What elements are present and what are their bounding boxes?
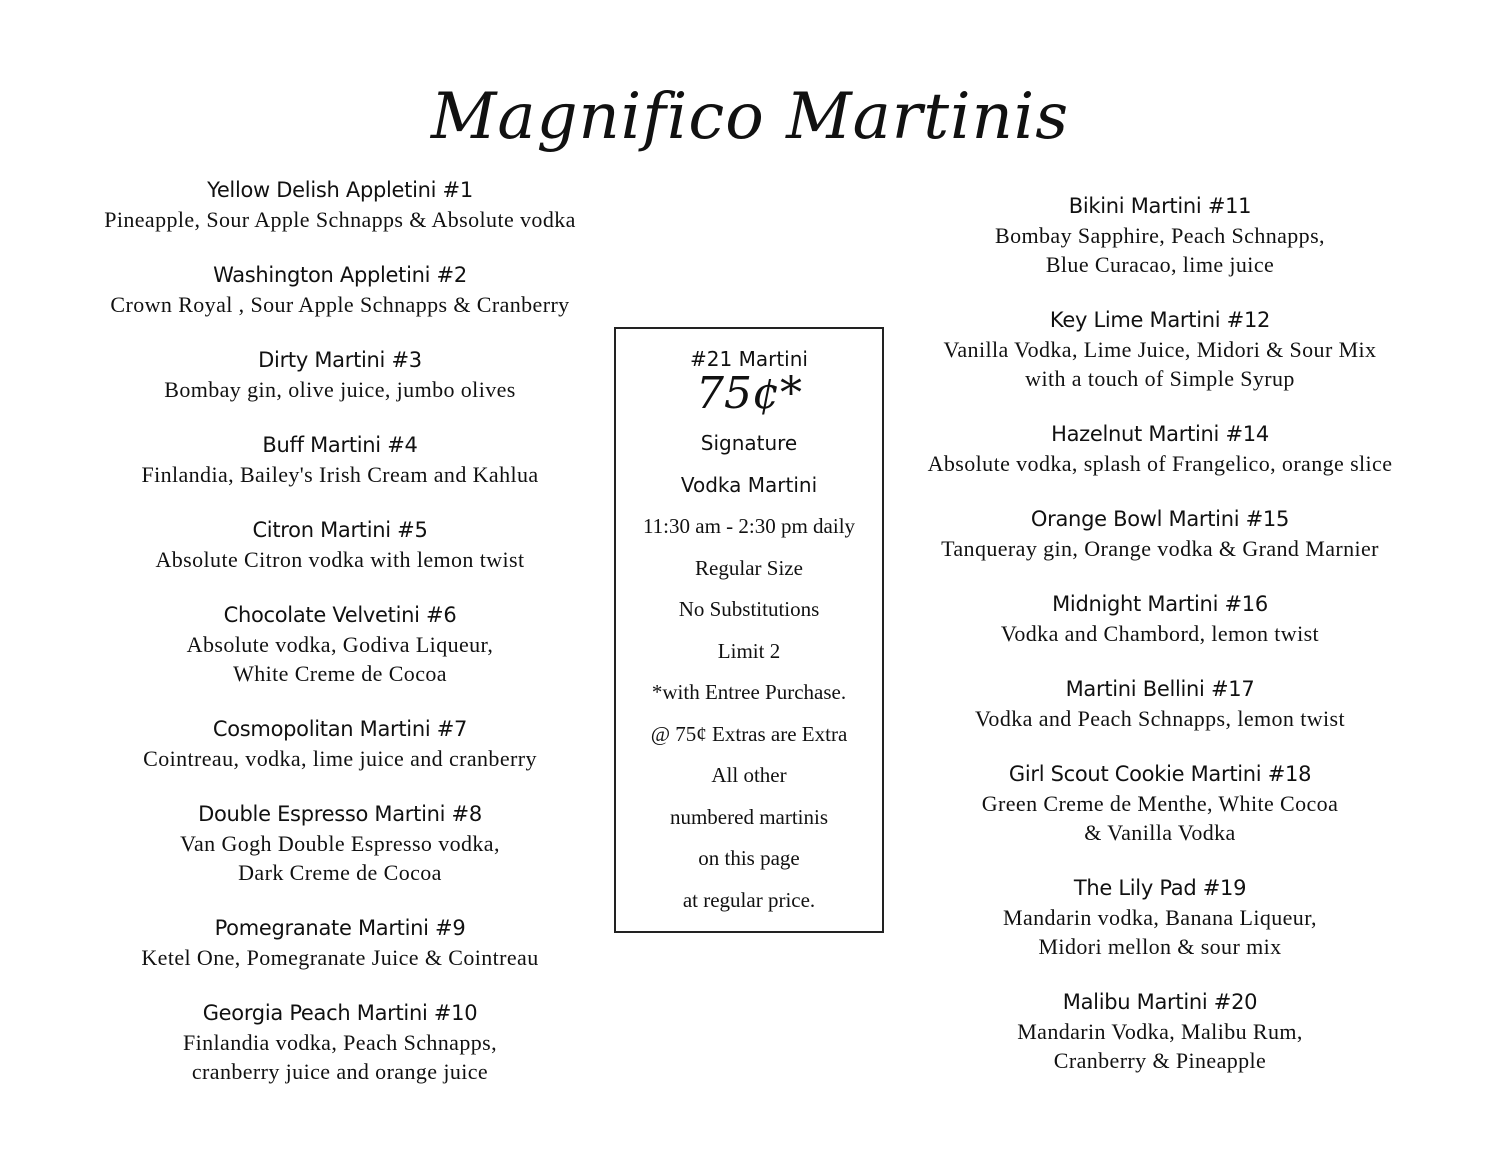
menu-item-name: Yellow Delish Appletini #1: [207, 178, 473, 202]
menu-item-description: Absolute Citron vodka with lemon twist: [155, 547, 525, 572]
special-detail-line: All other: [711, 763, 787, 787]
menu-item-name: Pomegranate Martini #9: [214, 916, 466, 940]
menu-item-description: Van Gogh Double Espresso vodka,: [180, 831, 500, 856]
menu-item-name: Girl Scout Cookie Martini #18: [1008, 762, 1312, 786]
menu-item-description: Tanqueray gin, Orange vodka & Grand Marnier: [941, 536, 1379, 561]
right-menu-column: [900, 192, 1420, 1102]
menu-item-description: Bombay gin, olive juice, jumbo olives: [164, 377, 516, 402]
special-name: #21 Martini: [690, 347, 808, 371]
menu-item-description: cranberry juice and orange juice: [191, 1059, 489, 1084]
menu-item-name: Orange Bowl Martini #15: [1030, 507, 1290, 531]
menu-item-name: Georgia Peach Martini #10: [202, 1001, 478, 1025]
menu-item-name: Key Lime Martini #12: [1049, 308, 1271, 332]
menu-item-description: Finlandia, Bailey's Irish Cream and Kahlua: [141, 462, 539, 487]
menu-item-description: Vodka and Chambord, lemon twist: [1000, 621, 1320, 646]
special-detail-line: at regular price.: [682, 887, 816, 912]
menu-item-name: Malibu Martini #20: [1062, 990, 1258, 1014]
menu-item-name: Chocolate Velvetini #6: [223, 603, 457, 627]
special-detail-line: *with Entree Purchase.: [651, 680, 847, 704]
menu-item: [60, 176, 620, 234]
special-price: 75¢*: [696, 368, 802, 419]
menu-item-description: Pineapple, Sour Apple Schnapps & Absolute vodka: [104, 207, 576, 232]
menu-item: [900, 420, 1420, 478]
menu-item-name: The Lily Pad #19: [1073, 876, 1247, 900]
menu-item-description: Blue Curacao, lime juice: [1045, 252, 1275, 277]
menu-item-name: Double Espresso Martini #8: [198, 802, 482, 826]
menu-item: [900, 760, 1420, 847]
menu-item-description: Absolute vodka, Godiva Liqueur,: [186, 632, 494, 657]
special-detail-line: @ 75¢ Extras are Extra: [650, 721, 848, 746]
menu-item: [900, 306, 1420, 393]
menu-item: [60, 516, 620, 574]
menu-item: [900, 874, 1420, 961]
menu-item: [60, 914, 620, 972]
menu-item-name: Washington Appletini #2: [213, 263, 467, 287]
menu-item: [60, 261, 620, 319]
menu-item-description: Absolute vodka, splash of Frangelico, orange slice: [927, 451, 1393, 476]
menu-item-description: Ketel One, Pomegranate Juice & Cointreau: [141, 945, 539, 970]
special-detail-line: numbered martinis: [669, 804, 829, 829]
menu-item-name: Martini Bellini #17: [1065, 677, 1255, 701]
menu-item-description: Crown Royal , Sour Apple Schnapps & Cranberry: [110, 292, 570, 317]
menu-item: [60, 431, 620, 489]
menu-item: [60, 715, 620, 773]
special-detail-line: No Substitutions: [678, 597, 820, 621]
menu-item-name: Dirty Martini #3: [258, 348, 422, 372]
menu-item: [900, 505, 1420, 563]
left-menu-column: [60, 176, 620, 1113]
menu-item-name: Buff Martini #4: [262, 433, 418, 457]
menu-item-description: Mandarin vodka, Banana Liqueur,: [1003, 905, 1317, 930]
special-detail-line: Signature: [700, 431, 798, 455]
menu-item-description: Bombay Sapphire, Peach Schnapps,: [995, 223, 1325, 248]
menu-item: [900, 590, 1420, 648]
menu-item: [900, 192, 1420, 279]
special-detail-line: Regular Size: [695, 555, 803, 580]
menu-item: [900, 988, 1420, 1075]
menu-item-description: Finlandia vodka, Peach Schnapps,: [182, 1030, 498, 1055]
special-detail-line: on this page: [698, 846, 800, 870]
menu-item-name: Cosmopolitan Martini #7: [212, 717, 468, 741]
menu-item-description: with a touch of Simple Syrup: [1025, 366, 1295, 391]
menu-item-description: & Vanilla Vodka: [1084, 820, 1236, 845]
menu-item: [60, 999, 620, 1086]
menu-item-description: Vanilla Vodka, Lime Juice, Midori & Sour Mix: [943, 337, 1377, 362]
menu-item-description: Green Creme de Menthe, White Cocoa: [981, 791, 1339, 816]
menu-item-name: Midnight Martini #16: [1052, 592, 1268, 616]
menu-item-description: Cranberry & Pineapple: [1053, 1048, 1267, 1073]
special-details: [616, 423, 882, 921]
special-detail-line: 11:30 am - 2:30 pm daily: [642, 514, 856, 538]
special-detail-line: Limit 2: [717, 638, 781, 663]
menu-item-description: White Creme de Cocoa: [233, 661, 447, 686]
menu-item: [60, 800, 620, 887]
menu-item-description: Cointreau, vodka, lime juice and cranberry: [143, 746, 537, 771]
special-offer-box: [614, 327, 884, 933]
menu-item: [60, 346, 620, 404]
menu-item-description: Midori mellon & sour mix: [1038, 934, 1282, 959]
menu-item-description: Vodka and Peach Schnapps, lemon twist: [974, 706, 1345, 731]
menu-item-description: Dark Creme de Cocoa: [238, 860, 442, 885]
page-title: Magnifico Martinis: [430, 80, 1070, 154]
menu-item-name: Citron Martini #5: [252, 518, 428, 542]
menu-item-name: Bikini Martini #11: [1068, 194, 1252, 218]
menu-item-name: Hazelnut Martini #14: [1051, 422, 1269, 446]
special-detail-line: Vodka Martini: [680, 472, 818, 497]
menu-item: [60, 601, 620, 688]
menu-item-description: Mandarin Vodka, Malibu Rum,: [1017, 1019, 1303, 1044]
menu-item: [900, 675, 1420, 733]
